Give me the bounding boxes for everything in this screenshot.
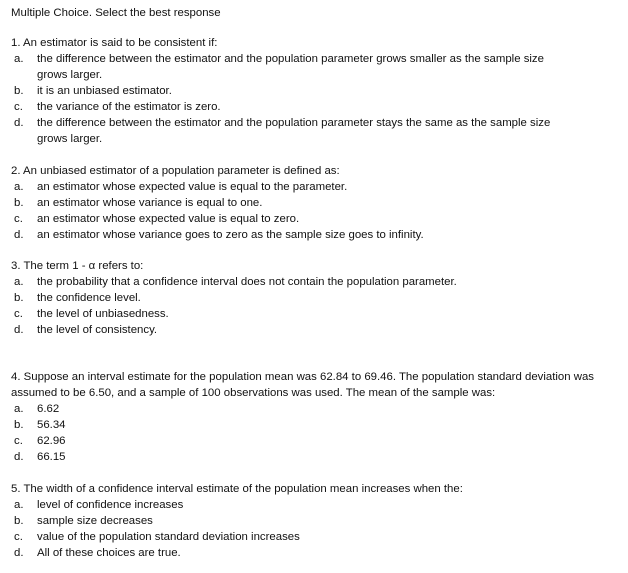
option-text: 56.34 [37, 419, 66, 431]
option-letter: b. [14, 292, 24, 304]
option-a[interactable] [11, 401, 611, 417]
option-letter: d. [14, 547, 24, 559]
option-text: 62.96 [37, 435, 66, 447]
question-2 [11, 163, 611, 243]
option-b[interactable] [11, 83, 611, 99]
option-text: an estimator whose expected value is equal to the parameter. [37, 181, 348, 193]
option-text: sample size decreases [37, 515, 153, 527]
option-letter: d. [14, 229, 24, 241]
option-b[interactable] [11, 513, 611, 529]
option-letter: b. [14, 85, 24, 97]
option-c[interactable] [11, 529, 611, 545]
option-text: an estimator whose expected value is equal to zero. [37, 213, 300, 225]
question-prompt: 4. Suppose an interval estimate for the population mean was 62.84 to 69.46. The population standard deviation was assumed to be 6.50, and a sample of 100 observations was used. The mean of the sample was: [11, 371, 594, 399]
option-letter: a. [14, 276, 24, 288]
option-letter: d. [14, 451, 24, 463]
option-text: 66.15 [37, 451, 66, 463]
option-list [11, 401, 611, 465]
question-prompt: 1. An estimator is said to be consistent if: [11, 37, 218, 49]
option-letter: d. [14, 117, 24, 129]
option-a[interactable] [11, 179, 611, 195]
option-letter: a. [14, 181, 24, 193]
option-text: an estimator whose variance goes to zero as the sample size goes to infinity. [37, 229, 424, 241]
option-list [11, 497, 611, 561]
option-d[interactable] [11, 227, 611, 243]
option-a[interactable] [11, 274, 611, 290]
option-list [11, 274, 611, 338]
option-d[interactable] [11, 322, 611, 338]
option-a[interactable] [11, 51, 611, 83]
option-text: the probability that a confidence interval does not contain the population parameter. [37, 276, 457, 288]
option-letter: c. [14, 101, 23, 113]
option-letter: c. [14, 531, 23, 543]
option-letter: c. [14, 308, 23, 320]
option-c[interactable] [11, 211, 611, 227]
option-b[interactable] [11, 417, 611, 433]
option-text: the confidence level. [37, 292, 141, 304]
question-3 [11, 258, 611, 338]
option-text: an estimator whose variance is equal to one. [37, 197, 263, 209]
question-prompt: 3. The term 1 - α refers to: [11, 260, 144, 272]
option-c[interactable] [11, 433, 611, 449]
option-letter: b. [14, 419, 24, 431]
option-text: the level of consistency. [37, 324, 158, 336]
option-letter: a. [14, 499, 24, 511]
question-prompt: 2. An unbiased estimator of a population parameter is defined as: [11, 165, 340, 177]
option-text: the difference between the estimator and the population parameter stays the same as the sample size grows larger. [37, 117, 551, 145]
option-text: the variance of the estimator is zero. [37, 101, 221, 113]
option-letter: c. [14, 213, 23, 225]
option-list [11, 51, 611, 147]
option-letter: a. [14, 403, 24, 415]
option-text: level of confidence increases [37, 499, 184, 511]
option-letter: c. [14, 435, 23, 447]
question-4 [11, 369, 611, 465]
question-5 [11, 481, 611, 561]
option-b[interactable] [11, 290, 611, 306]
question-1 [11, 35, 611, 147]
option-letter: b. [14, 197, 24, 209]
option-list [11, 179, 611, 243]
option-d[interactable] [11, 115, 611, 147]
option-text: value of the population standard deviation increases [37, 531, 300, 543]
option-text: it is an unbiased estimator. [37, 85, 172, 97]
option-d[interactable] [11, 545, 611, 561]
option-c[interactable] [11, 306, 611, 322]
option-text: the difference between the estimator and the population parameter grows smaller as the sample size grows larger. [37, 53, 544, 81]
option-letter: d. [14, 324, 24, 336]
option-a[interactable] [11, 497, 611, 513]
option-text: All of these choices are true. [37, 547, 181, 559]
option-text: the level of unbiasedness. [37, 308, 169, 320]
instructions: Multiple Choice. Select the best response [11, 7, 221, 19]
option-b[interactable] [11, 195, 611, 211]
option-c[interactable] [11, 99, 611, 115]
option-letter: b. [14, 515, 24, 527]
option-text: 6.62 [37, 403, 60, 415]
option-d[interactable] [11, 449, 611, 465]
question-prompt: 5. The width of a confidence interval estimate of the population mean increases when the: [11, 483, 463, 495]
option-letter: a. [14, 53, 24, 65]
